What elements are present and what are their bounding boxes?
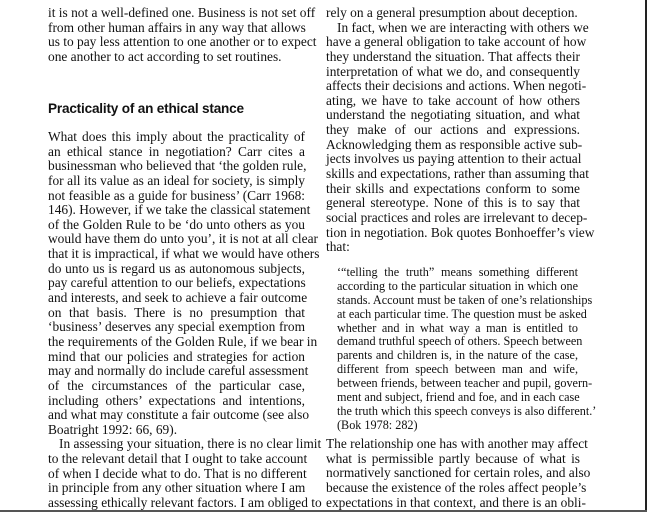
text-line: according to the particular situation in which one [337, 278, 578, 293]
block-quote [337, 265, 597, 433]
paragraph [48, 436, 322, 511]
text-line: ‘“telling the truth” means something different [337, 265, 578, 279]
page-right-border [645, 0, 647, 512]
text-line: skills and expectations, rather than assuming that [326, 166, 589, 182]
left-column [48, 5, 317, 65]
text-line: In fact, when we are interacting with others we [337, 19, 589, 35]
text-line: on that basis. There is no presumption that [48, 304, 305, 320]
section-heading: Practicality of an ethical stance [48, 101, 244, 116]
text-line: may and normally do include careful assessment [48, 363, 309, 379]
text-line: that: [326, 239, 350, 255]
text-line: ‘business’ deserves any special exemption from [48, 319, 305, 335]
text-line: of when I decide what to do. That is no different [48, 465, 307, 481]
paragraph [326, 19, 595, 255]
text-line: In assessing your situation, there is no clear limit [59, 436, 322, 452]
text-line: for all its value as an ideal for society, is simply [48, 172, 305, 188]
text-line: expectations in that context, and there is an obli- [326, 494, 586, 510]
text-line: understand the negotiating situation, and what [326, 107, 580, 123]
text-line: The relationship one has with another may affect [326, 436, 588, 451]
text-line: whether and in what way a man is entitled to [337, 320, 578, 335]
text-line: an ethical stance in negotiation? Carr cites a [48, 143, 305, 159]
text-line: What does this imply about the practicality of [48, 129, 305, 144]
text-line: between friends, between teacher and pupil, govern- [337, 376, 593, 391]
text-line: of the circumstances of the particular case, [48, 377, 305, 393]
text-line: us to pay less attention to one another or to expect [48, 34, 317, 50]
text-line: Boatright 1992: 66, 69). [48, 421, 178, 437]
text-line: normatively sanctioned for certain roles, and also [326, 465, 591, 481]
text-line: businessman who believed that ‘the golden rule, [48, 158, 307, 174]
text-line: what is permissible partly because of what is [326, 450, 580, 466]
right-column [326, 5, 595, 255]
paragraph [48, 129, 320, 437]
text-line: in principle from any other situation where I am [48, 480, 306, 496]
text-line: jects involves us paying attention to their actual [326, 151, 582, 167]
paragraph [48, 5, 317, 65]
text-line: affects their decisions and actions. When negoti- [326, 78, 587, 94]
text-line: and interests, and seek to achieve a fair outcome [48, 290, 308, 306]
left-column-body [48, 129, 322, 511]
text-line: mind that our policies and strategies for action [48, 348, 305, 364]
paragraph [326, 436, 591, 510]
text-line: tion in negotiation. Bok quotes Bonhoeffer’s view [326, 224, 595, 240]
text-line: have a general obligation to take account of how [326, 34, 587, 50]
text-line: at each particular time. The question must be asked [337, 306, 587, 321]
right-column-body [326, 436, 591, 510]
text-line: different from speech between man and wife, [337, 362, 578, 377]
text-line: ating, we have to take account of how others [326, 92, 580, 108]
text-line: they make of our actions and expressions. [326, 122, 580, 138]
text-line: pay careful attention to our beliefs, expectations [48, 275, 306, 291]
text-line: stands. Account must be taken of one’s relationships [337, 292, 593, 307]
text-line: to the relevant detail that I ought to take account [48, 451, 308, 467]
text-line: (Bok 1978: 282) [337, 417, 418, 432]
paragraph [337, 265, 597, 433]
text-line: that it is impractical, if what we would have others [48, 246, 320, 262]
text-line: because the existence of the roles affect people’s [326, 479, 587, 495]
text-line: rely on a general presumption about deception. [326, 5, 578, 20]
text-line: social practices and roles are irrelevant to decep- [326, 209, 588, 225]
text-line: including others’ expectations and intentions, [48, 392, 305, 408]
text-line: the requirements of the Golden Rule, if we bear in [48, 333, 318, 349]
text-line: ment and subject, friend and foe, and in each case [337, 390, 580, 405]
text-line: one another to act according to set routines. [48, 48, 282, 64]
text-line: they understand the situation. That affects their [326, 48, 580, 64]
text-line: parents and children is, in the nature of the case, [337, 348, 578, 363]
text-line: their skills and expectations conform to some [326, 180, 580, 196]
paragraph [326, 6, 580, 21]
text-line: of the Golden Rule to be ‘do unto others as you [48, 216, 305, 232]
text-line: Acknowledging them as responsible active sub- [326, 136, 583, 152]
text-line: general stereotype. None of this is to say that [326, 195, 580, 211]
text-line: it is not a well-defined one. Business is not set off [48, 5, 316, 20]
text-line: assessing ethically relevant factors. I am obliged to [48, 495, 322, 511]
text-line: would have them do unto you’, it is not at all clear [48, 231, 318, 247]
text-line: 146). However, if we take the classical statement [48, 202, 311, 218]
text-line: the truth which this speech conveys is also different.’ [337, 403, 597, 418]
text-line: do unto us is regard us as autonomous subjects, [48, 260, 305, 276]
text-line: demand truthful speech of others. Speech between [337, 334, 583, 349]
text-line: and what may constitute a fair outcome (see also [48, 407, 310, 423]
text-line: interpretation of what we do, and consequently [326, 63, 580, 79]
text-line: from other human affairs in any way that allows [48, 19, 306, 35]
text-line: not feasible as a guide for business’ (Carr 1968: [48, 187, 305, 203]
page-bottom-border [0, 510, 647, 512]
